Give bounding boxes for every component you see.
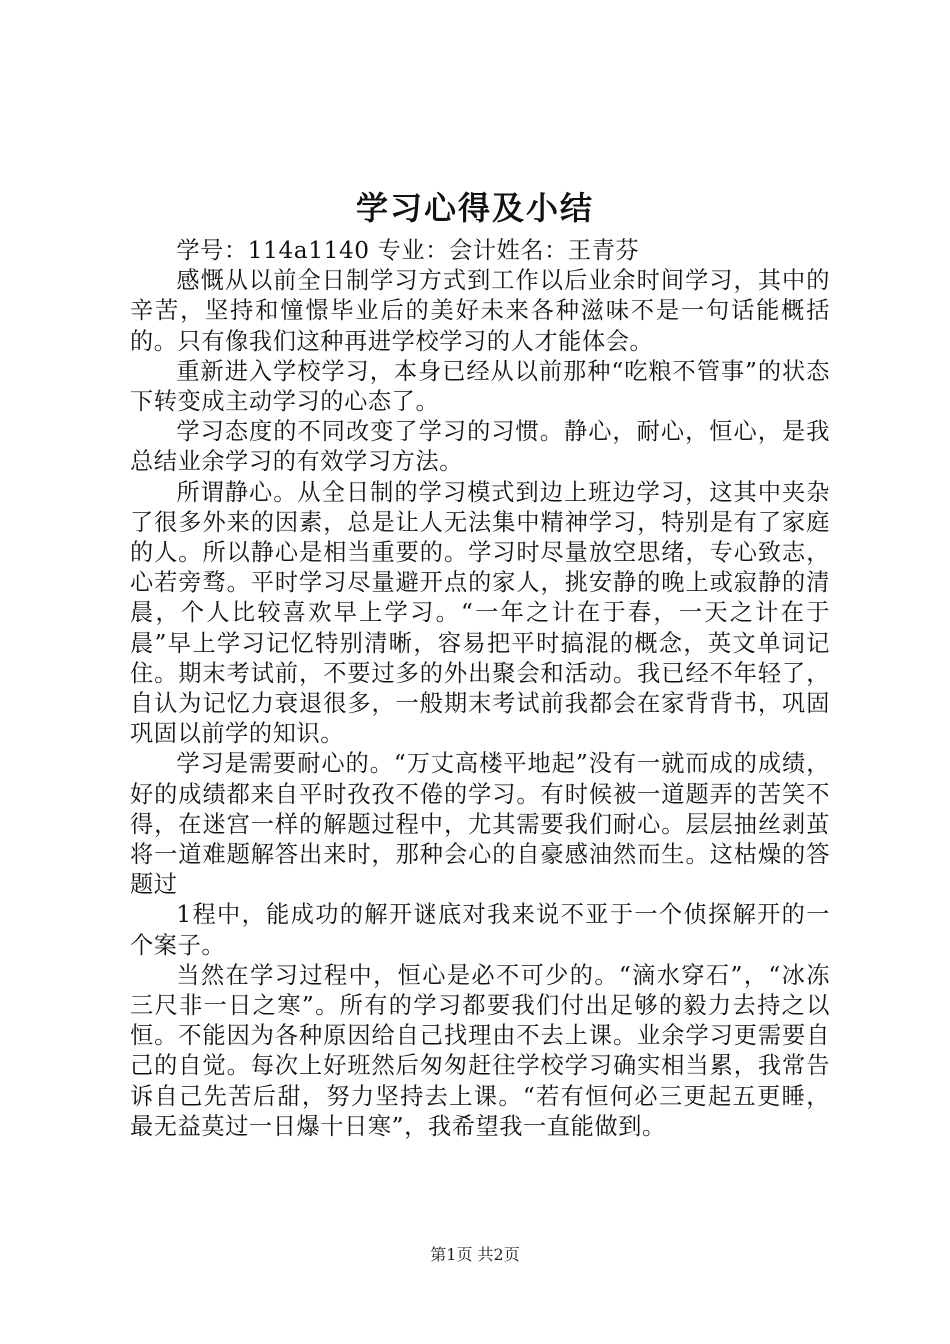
paragraph: 感慨从以前全日制学习方式到工作以后业余时间学习，其中的辛苦，坚持和憧憬毕业后的美好未来各种滋味不是一句话能概括的。只有像我们这种再进学校学习的人才能体会。	[130, 267, 830, 355]
document-title: 学习心得及小结	[355, 189, 594, 227]
paragraph: 1程中，能成功的解开谜底对我来说不亚于一个侦探解开的一个案子。	[130, 901, 830, 959]
paragraph: 重新进入学校学习，本身已经从以前那种“吃粮不管事”的状态下转变成主动学习的心态了。	[130, 357, 830, 416]
document-body	[130, 236, 830, 1142]
paragraph: 学习态度的不同改变了学习的习惯。静心，耐心，恒心，是我总结业余学习的有效学习方法。	[130, 418, 830, 476]
page-footer: 第1页 共2页	[430, 1245, 520, 1264]
paragraph: 所谓静心。从全日制的学习模式到边上班边学习，这其中夹杂了很多外来的因素，总是让人无法集中精神学习，特别是有了家庭的人。所以静心是相当重要的。学习时尽量放空思绪，专心致志，心若旁骛。平时学习尽量避开点的家人，挑安静的晚上或寂静的清晨，个人比较喜欢早上学习。“一年之计在于春，一天之计在于晨”早上学习记忆特别清晰，容易把平时搞混的概念，英文单词记住。期末考试前，不要过多的外出聚会和活动。我已经不年轻了，自认为记忆力衰退很多，一般期末考试前我都会在家背背书，巩固巩固以前学的知识。	[130, 478, 830, 748]
paragraph: 当然在学习过程中，恒心是必不可少的。“滴水穿石”，“冰冻三尺非一日之寒”。所有的学习都要我们付出足够的毅力去持之以恒。不能因为各种原因给自己找理由不去上课。业余学习更需要自己的自觉。每次上好班然后匆匆赶往学校学习确实相当累，我常告诉自己先苦后甜，努力坚持去上课。“若有恒何必三更起五更睡，最无益莫过一日爆十日寒”，我希望我一直能做到。	[130, 961, 830, 1140]
meta-line: 学号：114a1140 专业：会计姓名：王青芬	[176, 237, 640, 264]
paragraph: 学习是需要耐心的。“万丈高楼平地起”没有一就而成的成绩，好的成绩都来自平时孜孜不倦的学习。有时候被一道题弄的苦笑不得，在迷宫一样的解题过程中，尤其需要我们耐心。层层抽丝剥茧将一道难题解答出来时，那种会心的自豪感油然而生。这枯燥的答题过	[130, 750, 830, 899]
